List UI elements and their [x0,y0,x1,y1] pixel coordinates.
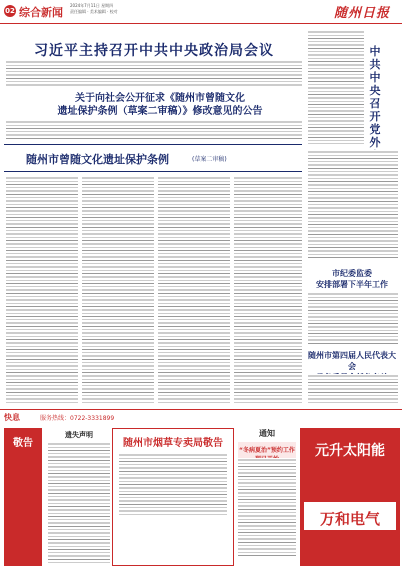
footer-phone: 服务热线：0722-3331899 [40,415,115,422]
regulation-column [82,176,154,404]
tobacco-ad[interactable] [112,428,234,566]
footer-brand: 快息 [4,413,20,422]
tobacco-ad-body [119,453,227,517]
section-number-badge: 02 [5,7,15,15]
side-article-body [308,150,398,260]
appliance-ad-top: 元升太阳能 [315,443,385,459]
lost-notice-body [48,442,110,564]
side-headline-line: 市纪委监委 [332,269,372,278]
regulation-column [158,176,230,404]
side-headline-line: 安排部署下半年工作 [316,280,388,289]
red-notice-ad[interactable] [4,428,42,566]
side-headline[interactable] [308,268,396,290]
header-meta-line: 2024年7月11日 星期四 [70,3,114,8]
header-meta-line: 责任编辑 · 美术编辑 · 校对 [70,9,118,14]
notice-headline[interactable] [20,92,300,118]
side-article-body [308,30,364,144]
appliance-ad-brand: 万和电气 [319,510,380,528]
notice-ad-tag: “冬病夏治”预约工作 [238,442,296,466]
notice-body [6,120,302,140]
section-title: 综合新闻 [19,6,63,19]
notice-ad-body [238,458,296,558]
page-header [0,0,402,24]
regulation-subtitle: (草案二审稿) [192,156,227,163]
side-headline-line: 随州市第四届人民代表大会 [308,351,396,371]
notice-headline-line: 关于向社会公开征求《随州市曾随文化 [75,93,245,104]
regulation-headline[interactable]: 随州市曾随文化遗址保护条例 [26,153,169,166]
regulation-column [6,176,78,404]
notice-ad[interactable] [236,428,298,566]
notice-ad-title: 通知 [259,428,275,438]
regulation-column [234,176,302,404]
side-article-body [308,292,398,344]
side-article-body [308,374,398,404]
appliance-ad[interactable] [300,428,400,566]
lost-notice-title: 遗失声明 [65,431,93,439]
tobacco-ad-title: 随州市烟草专卖局敬告 [123,438,223,449]
main-article-body [6,60,302,86]
header-meta [70,3,118,15]
notice-headline-line: 遗址保护条例（草案二审稿）》修改意见的公告 [57,106,263,117]
main-headline[interactable]: 习近平主持召开中共中央政治局会议 [34,43,274,59]
red-notice-title: 敬告 [13,438,33,449]
newspaper-masthead: 随州日报 [333,6,390,21]
vertical-headline[interactable]: 中共中央召开党外 [369,45,381,149]
